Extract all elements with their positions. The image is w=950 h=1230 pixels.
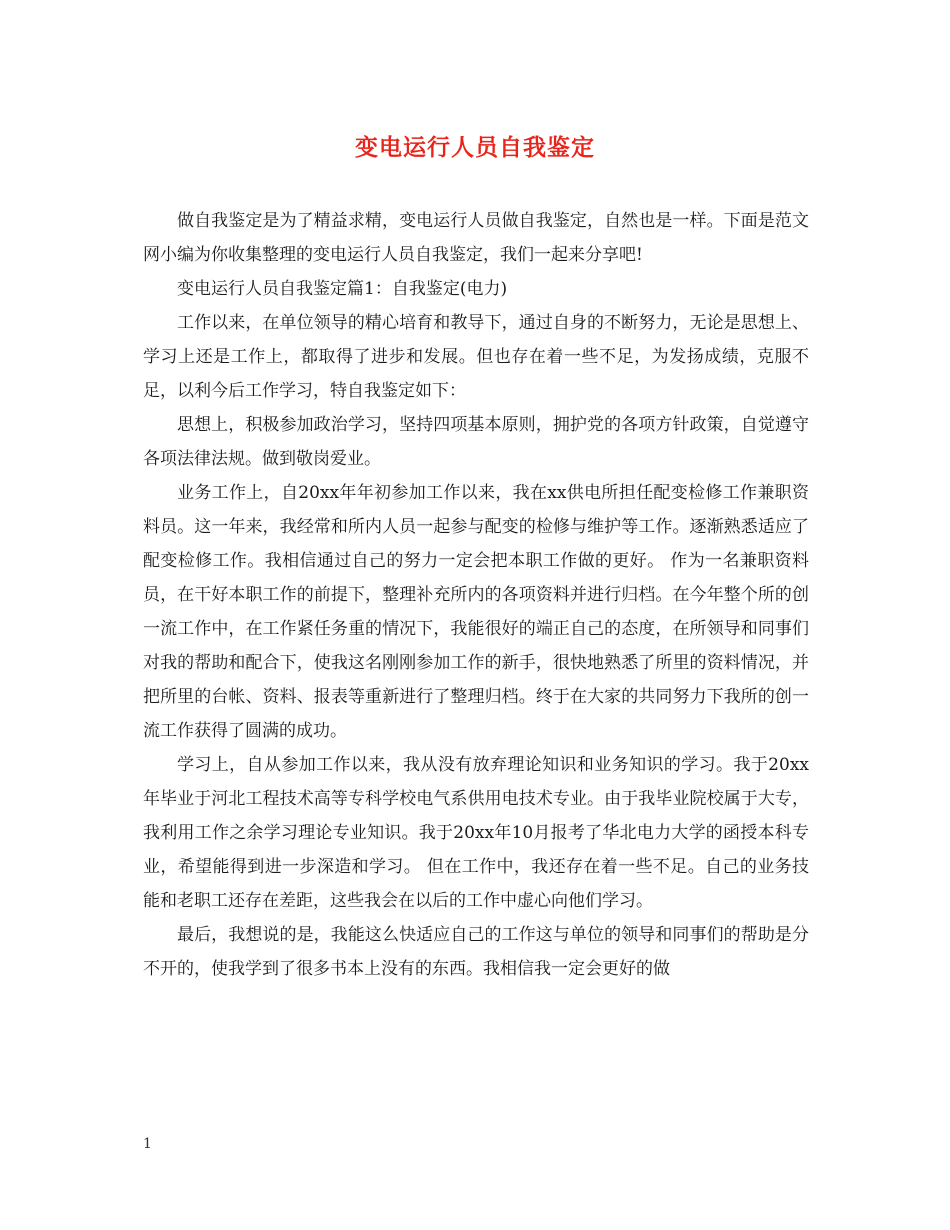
paragraph-intro: 做自我鉴定是为了精益求精，变电运行人员做自我鉴定，自然也是一样。下面是范文网小编为你收集整理的变电运行人员自我鉴定，我们一起来分享吧! — [143, 211, 809, 265]
paragraph-conclusion: 最后，我想说的是，我能这么快适应自己的工作这与单位的领导和同事们的帮助是分不开的，使我学到了很多书本上没有的东西。我相信我一定会更好的做 — [143, 925, 809, 979]
paragraph-study: 学习上，自从参加工作以来，我从没有放弃理论知识和业务知识的学习。我于20xx年毕业于河北工程技术高等专科学校电气系供用电技术专业。由于我毕业院校属于大专，我利用工作之余学习理论专业知识。我于20xx年10月报考了华北电力大学的函授本科专业，希望能得到进一步深造和学习。 但在工作中，我还存在着一些不足。自己的业务技能和老职工还存在差距，这些我会在以后的工作中虚心向他们学习。 — [143, 755, 809, 911]
document-body — [143, 204, 809, 986]
page-number: 1 — [143, 1136, 152, 1152]
paragraph-ideology: 思想上，积极参加政治学习，坚持四项基本原则，拥护党的各项方针政策，自觉遵守各项法律法规。做到敬岗爱业。 — [143, 415, 809, 469]
document-title: 变电运行人员自我鉴定 — [355, 134, 595, 161]
paragraph-overview: 工作以来，在单位领导的精心培育和教导下，通过自身的不断努力，无论是思想上、学习上还是工作上，都取得了进步和发展。但也存在着一些不足，为发扬成绩，克服不足，以利今后工作学习，特自我鉴定如下： — [143, 313, 809, 401]
paragraph-work: 业务工作上，自20xx年年初参加工作以来，我在xx供电所担任配变检修工作兼职资料员。这一年来，我经常和所内人员一起参与配变的检修与维护等工作。逐渐熟悉适应了配变检修工作。我相信通过自己的努力一定会把本职工作做的更好。 作为一名兼职资料员，在干好本职工作的前提下，整理补充所内的各项资料并进行归档。在今年整个所的创一流工作中，在工作紧任务重的情况下，我能很好的端正自己的态度，在所领导和同事们对我的帮助和配合下，使我这名刚刚参加工作的新手，很快地熟悉了所里的资料情况，并把所里的台帐、资料、报表等重新进行了整理归档。终于在大家的共同努力下我所的创一流工作获得了圆满的成功。 — [143, 483, 809, 741]
section-heading: 变电运行人员自我鉴定篇1：自我鉴定(电力) — [177, 279, 508, 299]
